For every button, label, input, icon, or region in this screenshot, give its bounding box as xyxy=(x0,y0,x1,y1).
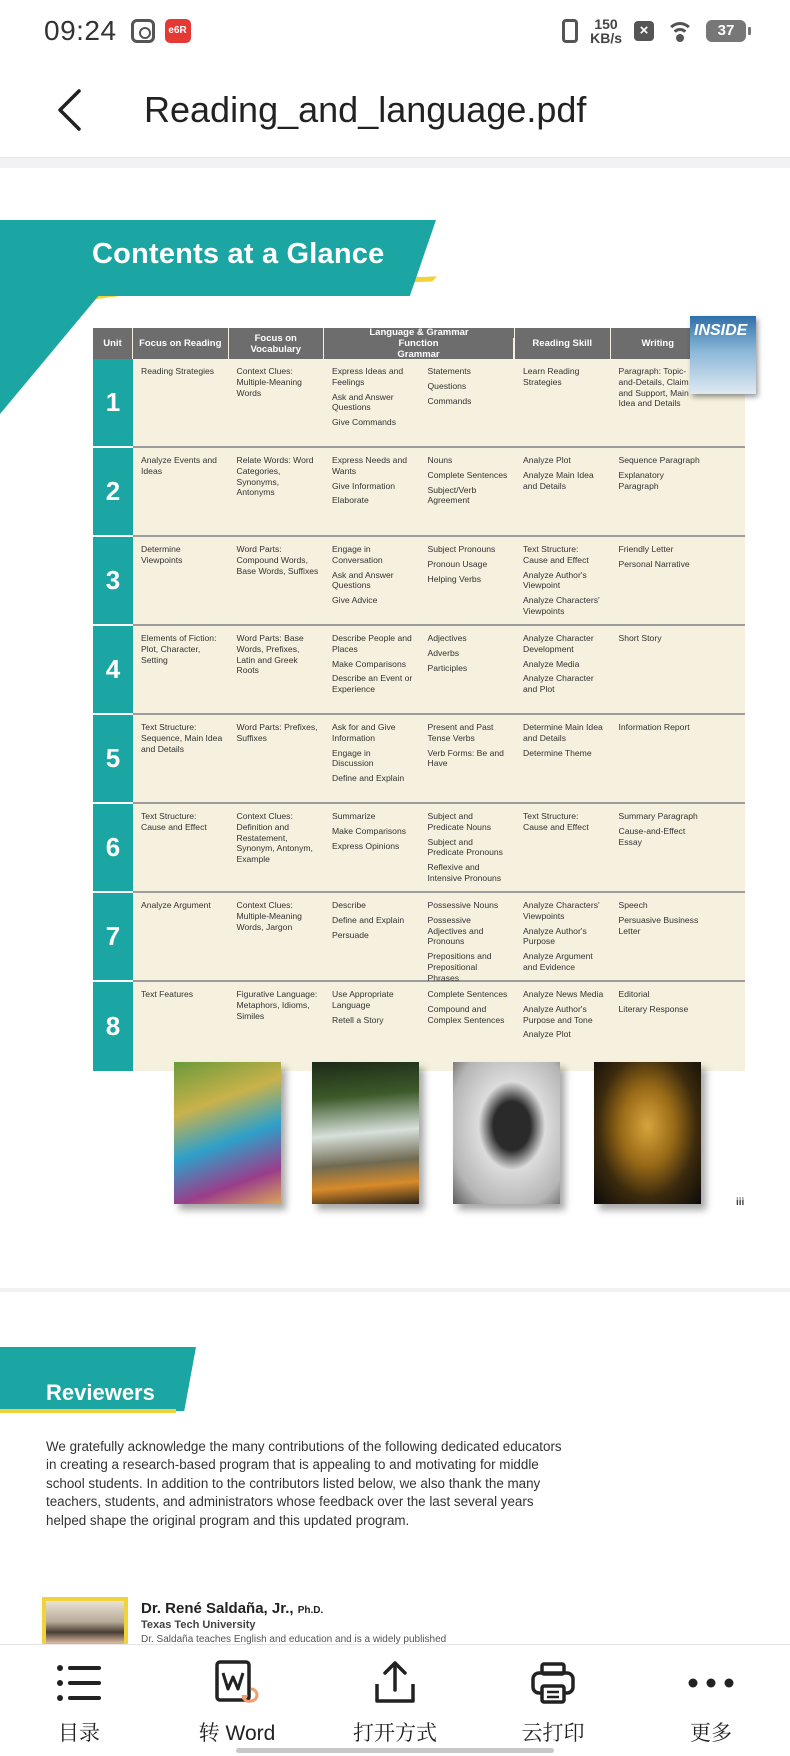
cell-item: Analyze Character Development xyxy=(523,633,594,654)
cell-skill xyxy=(515,626,611,713)
page-number: iii xyxy=(736,1197,745,1208)
cell-item: Analyze Characters' Viewpoints xyxy=(523,900,600,921)
cell-writing xyxy=(611,715,707,802)
cell-grammar xyxy=(420,537,516,624)
cell-reading xyxy=(133,893,229,980)
cell-item: Short Story xyxy=(618,633,662,643)
cell-item: Determine Theme xyxy=(523,747,592,758)
cell-item: Figurative Language: Metaphors, Idioms, Similes xyxy=(236,989,318,1021)
cell-item: Describe xyxy=(332,900,366,910)
cell-function xyxy=(324,537,420,624)
top-app-bar xyxy=(0,62,790,158)
more-icon xyxy=(687,1659,735,1707)
cell-writing xyxy=(611,537,707,624)
table-row xyxy=(93,715,745,804)
table-row xyxy=(93,982,745,1071)
cell-item: Analyze Plot xyxy=(523,455,571,465)
back-arrow-icon xyxy=(55,88,85,132)
cell-item: Analyze Media xyxy=(523,658,580,669)
cell-item: Complete Sentences xyxy=(427,469,508,480)
cell-item: Engage in Conversation xyxy=(332,544,383,565)
cell-item: Speech xyxy=(618,900,648,910)
unit-number: 8 xyxy=(93,982,133,1073)
cell-skill xyxy=(515,715,611,802)
cell-item: Analyze Main Idea and Details xyxy=(523,469,594,491)
cell-function xyxy=(324,982,420,1071)
print-icon xyxy=(529,1659,577,1707)
cell-item: Paragraph: Topic-and-Details, Claim and Support, Main Idea and Details xyxy=(618,366,689,409)
cell-item: Word Parts: Compound Words, Base Words, Suffixes xyxy=(236,544,319,576)
cell-item: Persuasive Business Letter xyxy=(618,914,699,936)
reviewers-intro: We gratefully acknowledge the many contributions of the following dedicated educators in creating a research-based program that is appealing to and motivating for middle school students. In addition to the contributors listed below, we also thank the many teachers, students, and administrators whose feedback over the last several years helped shape the original program and this updated program. xyxy=(46,1439,562,1528)
cell-reading xyxy=(133,537,229,624)
reviewer-name: Dr. René Saldaña, Jr., Ph.D. xyxy=(141,1600,324,1617)
cell-item: Reading Strategies xyxy=(141,366,215,376)
cell-skill xyxy=(515,804,611,891)
cell-vocab xyxy=(229,448,325,535)
more-button[interactable] xyxy=(632,1645,790,1756)
cell-item: Sequence Paragraph xyxy=(618,455,700,465)
cell-item: Describe People and Places xyxy=(332,633,412,654)
list-icon xyxy=(55,1659,103,1707)
header-reading-skill: Reading Skill xyxy=(515,328,611,359)
cell-reading xyxy=(133,715,229,802)
header-lang-title: Language & Grammar xyxy=(369,327,469,338)
reviewers-swoosh xyxy=(0,1409,176,1413)
unit-number: 1 xyxy=(93,359,133,448)
header-focus-reading: Focus on Reading xyxy=(133,328,229,359)
cell-item: Subject and Predicate Pronouns xyxy=(427,836,503,858)
share-icon xyxy=(371,1659,419,1707)
cell-item: Prepositions and Prepositional Phrases xyxy=(427,951,492,983)
cell-item: Commands xyxy=(427,395,472,406)
cell-item: Present and Past Tense Verbs xyxy=(427,722,494,743)
cell-vocab xyxy=(229,804,325,891)
unit-number: 2 xyxy=(93,448,133,537)
cell-vocab xyxy=(229,626,325,713)
cell-reading xyxy=(133,982,229,1071)
table-row xyxy=(93,359,745,448)
header-language-grammar xyxy=(324,328,515,359)
table-row xyxy=(93,537,745,626)
cell-item: Word Parts: Prefixes, Suffixes xyxy=(236,722,318,743)
cell-item: Analyze Plot xyxy=(523,1029,571,1040)
cell-item: Relate Words: Word Categories, Synonyms, Antonyms xyxy=(236,455,314,498)
cell-function xyxy=(324,804,420,891)
cell-item: Make Comparisons xyxy=(332,658,407,669)
table-row xyxy=(93,893,745,982)
toc-button[interactable] xyxy=(0,1645,158,1756)
cell-item: Analyze Character and Plot xyxy=(523,673,594,695)
cell-item: Questions xyxy=(427,380,467,391)
toc-label: 目录 xyxy=(58,1722,100,1745)
convert-word-label: 转 Word xyxy=(198,1722,276,1745)
cell-writing xyxy=(611,626,707,713)
cell-item: Define and Explain xyxy=(332,914,405,925)
cell-skill xyxy=(515,982,611,1071)
battery-icon: 37 xyxy=(706,20,746,42)
cell-item: Complete Sentences xyxy=(427,989,508,999)
cell-item: Pronoun Usage xyxy=(427,558,488,569)
cell-item: Text Structure: Sequence, Main Idea and Details xyxy=(141,722,223,754)
cell-grammar xyxy=(420,448,516,535)
photo-waterfall xyxy=(312,1062,419,1204)
open-with-button[interactable] xyxy=(316,1645,474,1756)
photo-silhouette xyxy=(453,1062,560,1204)
header-function: Function xyxy=(398,338,439,349)
open-with-label: 打开方式 xyxy=(353,1722,437,1745)
contents-table xyxy=(93,328,745,1071)
cell-item: Analyze Characters' Viewpoints xyxy=(523,595,600,616)
back-button[interactable] xyxy=(40,80,100,140)
cell-item: Reflexive and Intensive Pronouns xyxy=(427,862,502,883)
network-speed: 150 KB/s xyxy=(590,16,622,46)
table-row xyxy=(93,804,745,893)
gallery-notification-icon xyxy=(131,19,155,43)
cell-item: Define and Explain xyxy=(332,773,405,784)
cell-item: Analyze Events and Ideas xyxy=(141,455,217,476)
cover-title: INSIDE xyxy=(694,322,748,339)
vibrate-icon xyxy=(562,19,578,43)
app-notification-icon: e6R xyxy=(165,19,191,43)
bottom-toolbar xyxy=(0,1644,790,1756)
cell-vocab xyxy=(229,537,325,624)
cell-item: Elements of Fiction: Plot, Character, Setting xyxy=(141,633,217,665)
cell-item: Express Needs and Wants xyxy=(332,455,407,476)
cell-item: Personal Narrative xyxy=(618,558,690,569)
convert-word-button[interactable] xyxy=(158,1645,316,1756)
cell-vocab xyxy=(229,982,325,1071)
cell-item: Context Clues: Multiple-Meaning Words xyxy=(236,366,302,398)
cell-grammar xyxy=(420,626,516,713)
cell-writing xyxy=(611,804,707,891)
cell-item: Possessive Adjectives and Pronouns xyxy=(427,914,484,947)
cell-item: Ask and Answer Questions xyxy=(332,391,394,413)
cell-item: Adverbs xyxy=(427,647,460,658)
cell-function xyxy=(324,893,420,980)
convert-word-icon xyxy=(213,1659,261,1707)
header-writing: Writing xyxy=(611,328,707,359)
cell-writing xyxy=(611,893,707,980)
cell-item: Describe an Event or Experience xyxy=(332,673,413,695)
pdf-page-reviewers[interactable] xyxy=(0,1292,790,1644)
home-indicator[interactable] xyxy=(236,1748,554,1753)
table-row xyxy=(93,448,745,537)
cell-grammar xyxy=(420,982,516,1071)
cell-item: Editorial xyxy=(618,989,650,999)
cell-grammar xyxy=(420,893,516,983)
table-body xyxy=(93,359,745,1071)
contents-title: Contents at a Glance xyxy=(92,238,385,270)
cell-item: Context Clues: Definition and Restatement, Synonym, Antonym, Example xyxy=(236,811,313,865)
cell-item: Give Advice xyxy=(332,595,378,606)
cell-item: Ask and Answer Questions xyxy=(332,569,394,591)
status-bar xyxy=(0,0,790,62)
cloud-print-label: 云打印 xyxy=(521,1722,585,1745)
table-header xyxy=(93,328,745,359)
wifi-icon xyxy=(666,20,694,42)
cell-vocab xyxy=(229,359,325,446)
cell-item: Express Opinions xyxy=(332,840,400,851)
cell-item: Persuade xyxy=(332,929,369,940)
cell-item: Engage in Discussion xyxy=(332,747,374,769)
cell-item: Text Structure: Cause and Effect xyxy=(141,811,207,832)
cell-item: Adjectives xyxy=(427,633,467,643)
pdf-page-contents[interactable] xyxy=(0,168,790,1288)
cell-skill xyxy=(515,893,611,980)
table-row xyxy=(93,626,745,715)
cell-item: Explanatory Paragraph xyxy=(618,469,664,491)
cell-item: Analyze Author's Viewpoint xyxy=(523,569,587,591)
header-unit: Unit xyxy=(93,328,133,359)
cell-item: Friendly Letter xyxy=(618,544,674,554)
cell-function xyxy=(324,359,420,446)
cell-vocab xyxy=(229,893,325,980)
cell-reading xyxy=(133,359,229,446)
reviewer-photo xyxy=(42,1597,128,1644)
cell-item: Summarize xyxy=(332,811,376,821)
unit-number: 5 xyxy=(93,715,133,804)
cell-writing xyxy=(611,982,707,1071)
cell-item: Give Information xyxy=(332,480,396,491)
cell-item: Possessive Nouns xyxy=(427,900,499,910)
cell-item: Text Structure: Cause and Effect xyxy=(523,544,589,565)
cell-function xyxy=(324,715,420,802)
status-time: 09:24 xyxy=(44,15,117,46)
cell-item: Literary Response xyxy=(618,1003,689,1014)
cell-item: Statements xyxy=(427,366,471,376)
cell-item: Analyze Argument xyxy=(141,900,211,910)
cell-item: Give Commands xyxy=(332,417,396,428)
no-sim-icon: × xyxy=(634,21,654,41)
cell-item: Compound and Complex Sentences xyxy=(427,1003,505,1025)
cell-item: Determine Viewpoints xyxy=(141,544,183,565)
cell-item: Learn Reading Strategies xyxy=(523,366,580,387)
cell-item: Use Appropriate Language xyxy=(332,989,394,1010)
cell-item: Text Structure: Cause and Effect xyxy=(523,811,589,832)
document-title: Reading_and_language.pdf xyxy=(144,88,587,130)
cell-item: Ask for and Give Information xyxy=(332,722,396,743)
cell-reading xyxy=(133,804,229,891)
cell-vocab xyxy=(229,715,325,802)
cell-item: Analyze Argument and Evidence xyxy=(523,951,593,972)
cell-item: Analyze Author's Purpose and Tone xyxy=(523,1003,593,1025)
cell-item: Cause-and-Effect Essay xyxy=(618,825,686,847)
cell-item: Participles xyxy=(427,662,468,673)
photo-pharaoh-mask xyxy=(594,1062,701,1204)
cell-skill xyxy=(515,359,611,446)
unit-number: 3 xyxy=(93,537,133,626)
cell-item: Text Features xyxy=(141,989,194,999)
cell-item: Analyze News Media xyxy=(523,989,604,999)
cell-function xyxy=(324,448,420,535)
cell-item: Subject Pronouns xyxy=(427,544,496,554)
cell-item: Analyze Author's Purpose xyxy=(523,925,587,947)
cell-item: Helping Verbs xyxy=(427,573,482,584)
photo-dancers xyxy=(174,1062,281,1204)
cell-item: Summary Paragraph xyxy=(618,811,698,821)
cell-item: Information Report xyxy=(618,722,690,732)
cloud-print-button[interactable] xyxy=(474,1645,632,1756)
cell-item: Elaborate xyxy=(332,495,369,506)
cell-grammar xyxy=(420,804,516,891)
cell-grammar xyxy=(420,715,516,802)
cell-item: Subject and Predicate Nouns xyxy=(427,811,492,832)
cell-skill xyxy=(515,448,611,535)
cell-item: Determine Main Idea and Details xyxy=(523,722,603,743)
unit-number: 6 xyxy=(93,804,133,893)
book-cover-thumbnail xyxy=(690,316,756,394)
cell-grammar xyxy=(420,359,516,446)
reviewer-university: Texas Tech University xyxy=(141,1619,256,1631)
cell-item: Retell a Story xyxy=(332,1014,384,1025)
cell-item: Express Ideas and Feelings xyxy=(332,366,404,387)
cell-reading xyxy=(133,626,229,713)
cell-item: Context Clues: Multiple-Meaning Words, Jargon xyxy=(236,900,302,932)
cell-writing xyxy=(611,448,707,535)
cell-item: Nouns xyxy=(427,455,453,465)
header-grammar: Grammar xyxy=(397,349,440,360)
cell-item: Subject/Verb Agreement xyxy=(427,484,477,506)
more-label: 更多 xyxy=(690,1722,732,1745)
cell-skill xyxy=(515,537,611,624)
cell-item: Word Parts: Base Words, Prefixes, Latin and Greek Roots xyxy=(236,633,304,676)
reviewers-title: Reviewers xyxy=(46,1380,155,1405)
cell-item: Make Comparisons xyxy=(332,825,407,836)
cell-reading xyxy=(133,448,229,535)
header-focus-vocabulary: Focus on Vocabulary xyxy=(229,328,325,359)
unit-number: 7 xyxy=(93,893,133,982)
cell-function xyxy=(324,626,420,713)
unit-number: 4 xyxy=(93,626,133,715)
cell-item: Verb Forms: Be and Have xyxy=(427,747,504,769)
reviewer-bio: Dr. Saldaña teaches English and education and is a widely published xyxy=(141,1634,447,1644)
